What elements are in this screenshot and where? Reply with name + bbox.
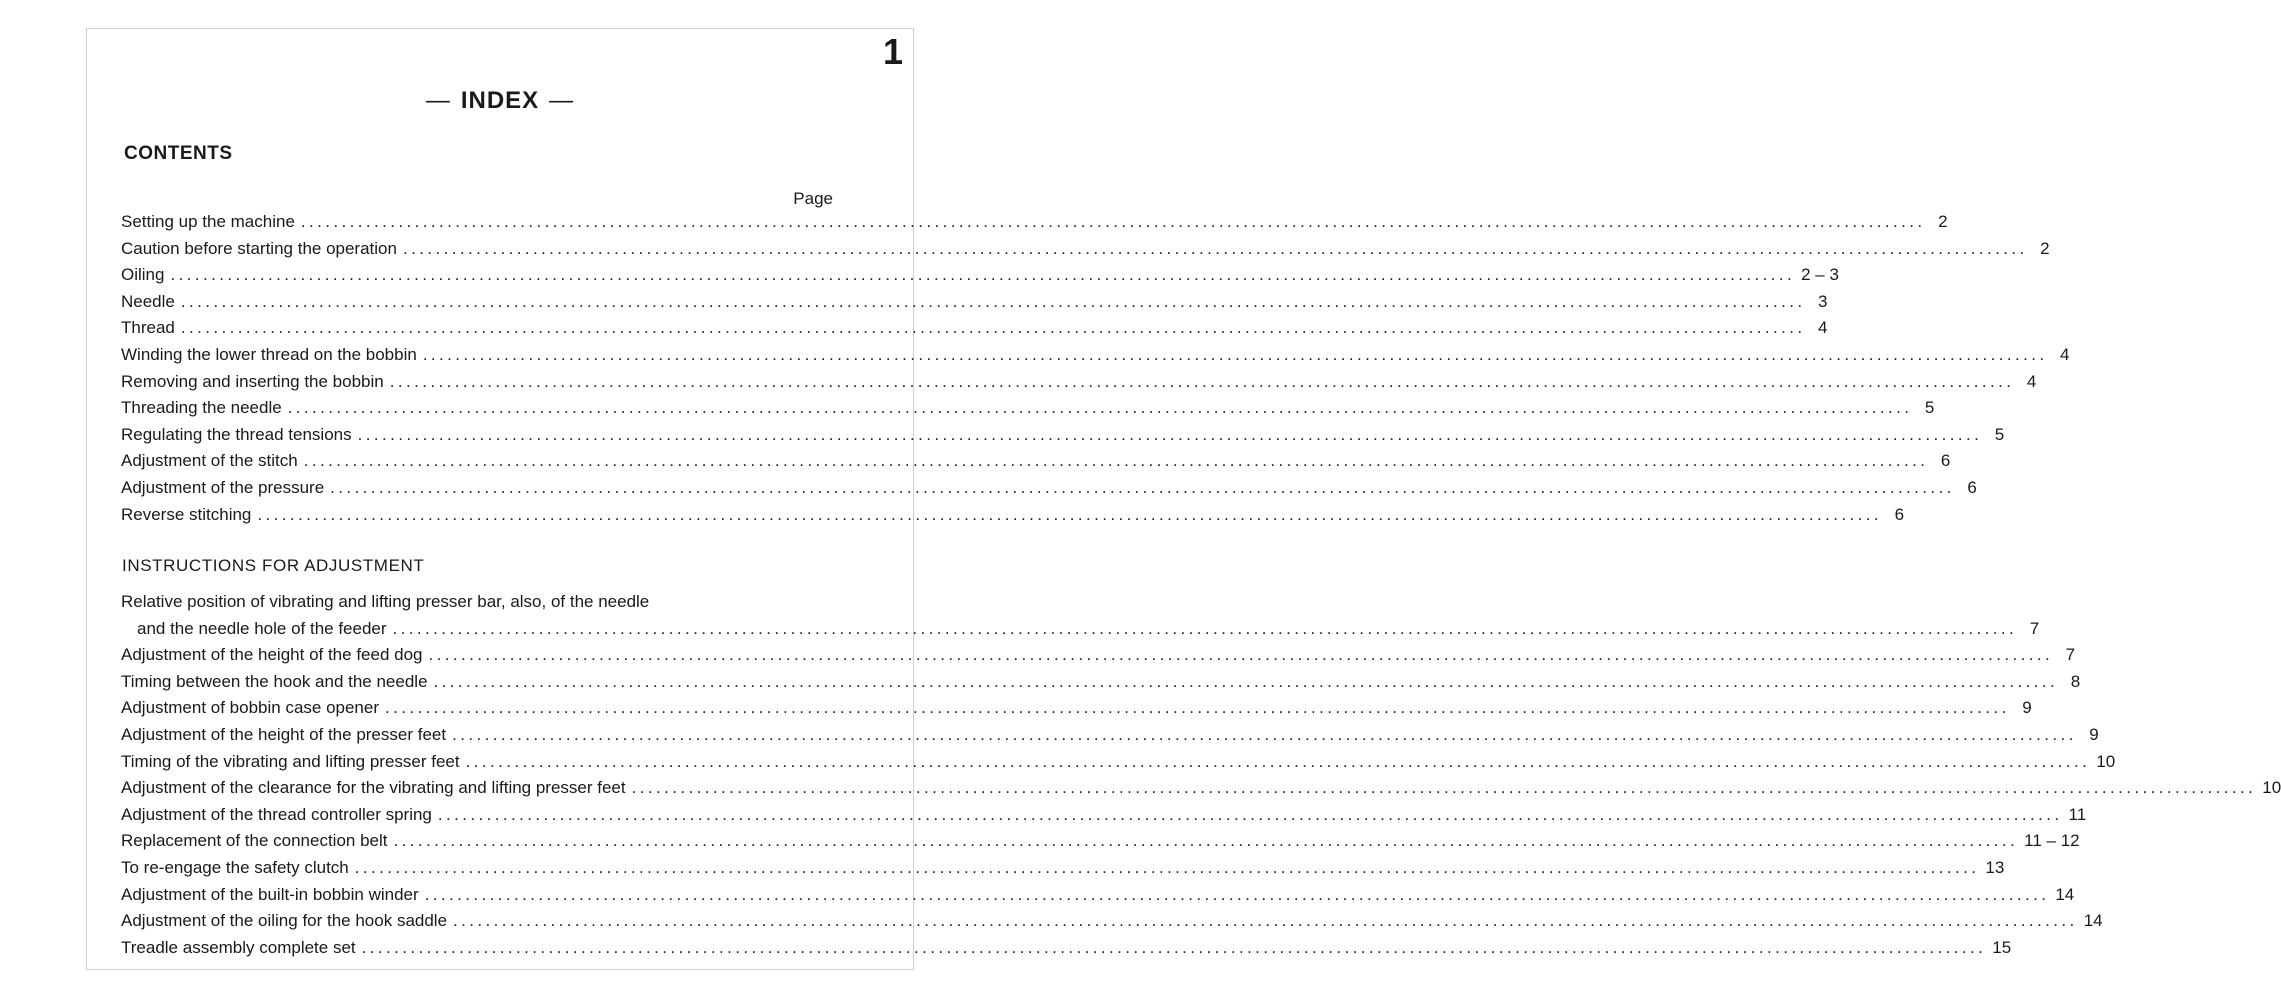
dot-leader: ........................................................................................................................................................................................................ [330, 477, 1955, 497]
toc-entry-page: 5 [1994, 424, 2005, 444]
dot-leader: ........................................................................................................................................................................................................ [303, 451, 1929, 471]
toc-entry-page: 10 [2262, 778, 2281, 798]
toc-entry [121, 451, 1951, 478]
toc-entry-page: 6 [1894, 504, 1905, 524]
toc-entry [121, 424, 2005, 452]
toc-entry-label: Setting up the machine [121, 212, 295, 231]
toc-entry-label: Threading the needle [121, 398, 282, 418]
toc-entry-page: 10 [2096, 751, 2116, 771]
toc-entry [121, 857, 2005, 885]
toc-entry-label: Adjustment of the stitch [121, 451, 298, 471]
toc-entry [121, 937, 2012, 965]
dot-leader: ........................................................................................................................................................................................................ [357, 424, 1983, 444]
toc-entry-label: Treadle assembly complete set [121, 937, 356, 957]
toc-entry [121, 504, 1905, 532]
toc-entry [121, 477, 1977, 505]
dot-leader: ........................................................................................................................................................................................................ [631, 778, 2257, 798]
dot-leader: ........................................................................................................................................................................................................ [402, 238, 2028, 258]
dot-leader: ........................................................................................................................................................................................................ [354, 857, 1980, 877]
toc-entry-page: 6 [1940, 451, 1951, 471]
dot-leader: ........................................................................................................................................................................................................ [287, 398, 1913, 418]
toc-entry-page: 4 [1818, 318, 1828, 338]
toc-entry [121, 398, 1935, 425]
dot-leader: ........................................................................................................................................................................................................ [257, 504, 1883, 524]
toc-entry-label: Adjustment of the oiling for the hook saddle [121, 911, 448, 931]
dot-leader: ........................................................................................................................................................................................................ [389, 371, 2015, 391]
dot-leader: ........................................................................................................................................................................................................ [300, 212, 1926, 231]
toc-entry-label: Oiling [121, 265, 165, 285]
toc-entry-page: 6 [1967, 477, 1977, 497]
dot-leader: ........................................................................................................................................................................................................ [424, 884, 2050, 904]
toc-entry-label: Winding the lower thread on the bobbin [121, 344, 417, 364]
toc-entry-label: Thread [121, 318, 175, 338]
toc-entry-label: Adjustment of the thread controller spring [121, 804, 432, 824]
dot-leader: ........................................................................................................................................................................................................ [392, 618, 2018, 638]
toc-entry [121, 671, 2081, 699]
toc-entry-page: 8 [2070, 671, 2081, 691]
toc-entry-label: Adjustment of the clearance for the vibrating and lifting presser feet [121, 778, 626, 798]
toc-entry-page: 2 [1938, 212, 1948, 231]
toc-entry-page: 9 [2089, 724, 2099, 744]
toc-entry-page: 2 [2040, 238, 2050, 258]
toc-entry [121, 778, 2281, 805]
dot-leader: ........................................................................................................................................................................................................ [428, 645, 2054, 665]
toc-entry-page: 14 [2083, 911, 2103, 931]
toc-entry [121, 645, 2076, 672]
toc-entry-page: 14 [2055, 884, 2075, 904]
title-dash-right: — [549, 87, 575, 114]
toc-entry-label: Adjustment of the height of the presser feet [121, 724, 447, 744]
dot-leader: ........................................................................................................................................................................................................ [437, 804, 2063, 824]
toc-entry-label: Needle [121, 291, 175, 311]
toc-entry-page: 7 [2029, 618, 2040, 638]
toc-entry-label: Reverse stitching [121, 504, 252, 524]
toc-entry-page: 3 [1818, 291, 1828, 311]
toc-entry [121, 265, 1839, 292]
dot-leader: ........................................................................................................................................................................................................ [180, 318, 1806, 338]
toc-entry [121, 831, 2080, 858]
toc-entry [121, 804, 2087, 832]
toc-entry-label: Caution before starting the operation [121, 238, 397, 258]
dot-leader: ........................................................................................................................................................................................................ [453, 911, 2078, 931]
toc-entry-line: Relative position of vibrating and lifting presser bar, also, of the needle [121, 592, 650, 611]
toc-entry-page: 7 [2065, 645, 2076, 665]
toc-entry [121, 618, 2040, 646]
dot-leader: ........................................................................................................................................................................................................ [433, 671, 2059, 691]
toc-entry [121, 212, 1948, 239]
contents-heading: CONTENTS [124, 143, 233, 164]
dot-leader: ........................................................................................................................................................................................................ [180, 291, 1806, 311]
toc-entry [121, 911, 2103, 938]
dot-leader: ........................................................................................................................................................................................................ [422, 344, 2048, 364]
page-column-label: Page [793, 189, 833, 208]
toc-entry-label: Timing of the vibrating and lifting presser feet [121, 751, 460, 771]
dot-leader: ........................................................................................................................................................................................................ [465, 751, 2091, 771]
toc-entry-label: Replacement of the connection belt [121, 831, 388, 851]
toc-entry-page: 13 [1985, 857, 2005, 877]
dot-leader: ........................................................................................................................................................................................................ [385, 698, 2010, 718]
toc-entry-label: Removing and inserting the bobbin [121, 371, 384, 391]
dot-leader: ........................................................................................................................................................................................................ [393, 831, 2019, 851]
toc-entry-page: 15 [1992, 937, 2012, 957]
page-title [87, 87, 913, 115]
toc-entry-label: Adjustment of the height of the feed dog [121, 645, 423, 665]
toc-entry [121, 751, 2116, 779]
toc-entry-label: Adjustment of the pressure [121, 477, 325, 497]
toc-entry [121, 318, 1828, 345]
toc-entry-page: 2 – 3 [1801, 265, 1839, 285]
document-page [86, 28, 2281, 970]
toc-entry [121, 344, 2070, 372]
toc-entry-page: 5 [1924, 398, 1935, 418]
toc-entry-label: Adjustment of bobbin case opener [121, 698, 380, 718]
toc-entry-label: Adjustment of the built-in bobbin winder [121, 884, 419, 904]
page-number: 1 [882, 31, 903, 72]
toc-entry-label: Regulating the thread tensions [121, 424, 352, 444]
toc-entry-page: 11 – 12 [2024, 831, 2080, 851]
toc-entry-page: 9 [2022, 698, 2032, 718]
title-text: INDEX [460, 87, 540, 114]
toc-entry-page: 4 [2059, 344, 2070, 364]
toc-entry-page: 4 [2026, 371, 2037, 391]
toc-entry [121, 724, 2099, 752]
toc-entry-page: 11 [2068, 804, 2087, 824]
toc-entry-label: and the needle hole of the feeder [137, 618, 387, 638]
toc-entry [121, 698, 2032, 725]
adjustment-list [121, 592, 2281, 964]
dot-leader: ........................................................................................................................................................................................................ [361, 937, 1987, 957]
toc-entry [121, 884, 2075, 912]
toc-entry [121, 371, 2037, 399]
dot-leader: ........................................................................................................................................................................................................ [170, 265, 1796, 285]
toc-entry-label: Timing between the hook and the needle [121, 671, 428, 691]
toc-entry [121, 238, 2050, 266]
toc-entry-label: To re-engage the safety clutch [121, 857, 349, 877]
dot-leader: ........................................................................................................................................................................................................ [452, 724, 2077, 744]
title-dash-left: — [425, 87, 451, 114]
adjustment-heading: INSTRUCTIONS FOR ADJUSTMENT [122, 556, 425, 575]
contents-list [121, 212, 2070, 531]
toc-entry [121, 291, 1828, 319]
